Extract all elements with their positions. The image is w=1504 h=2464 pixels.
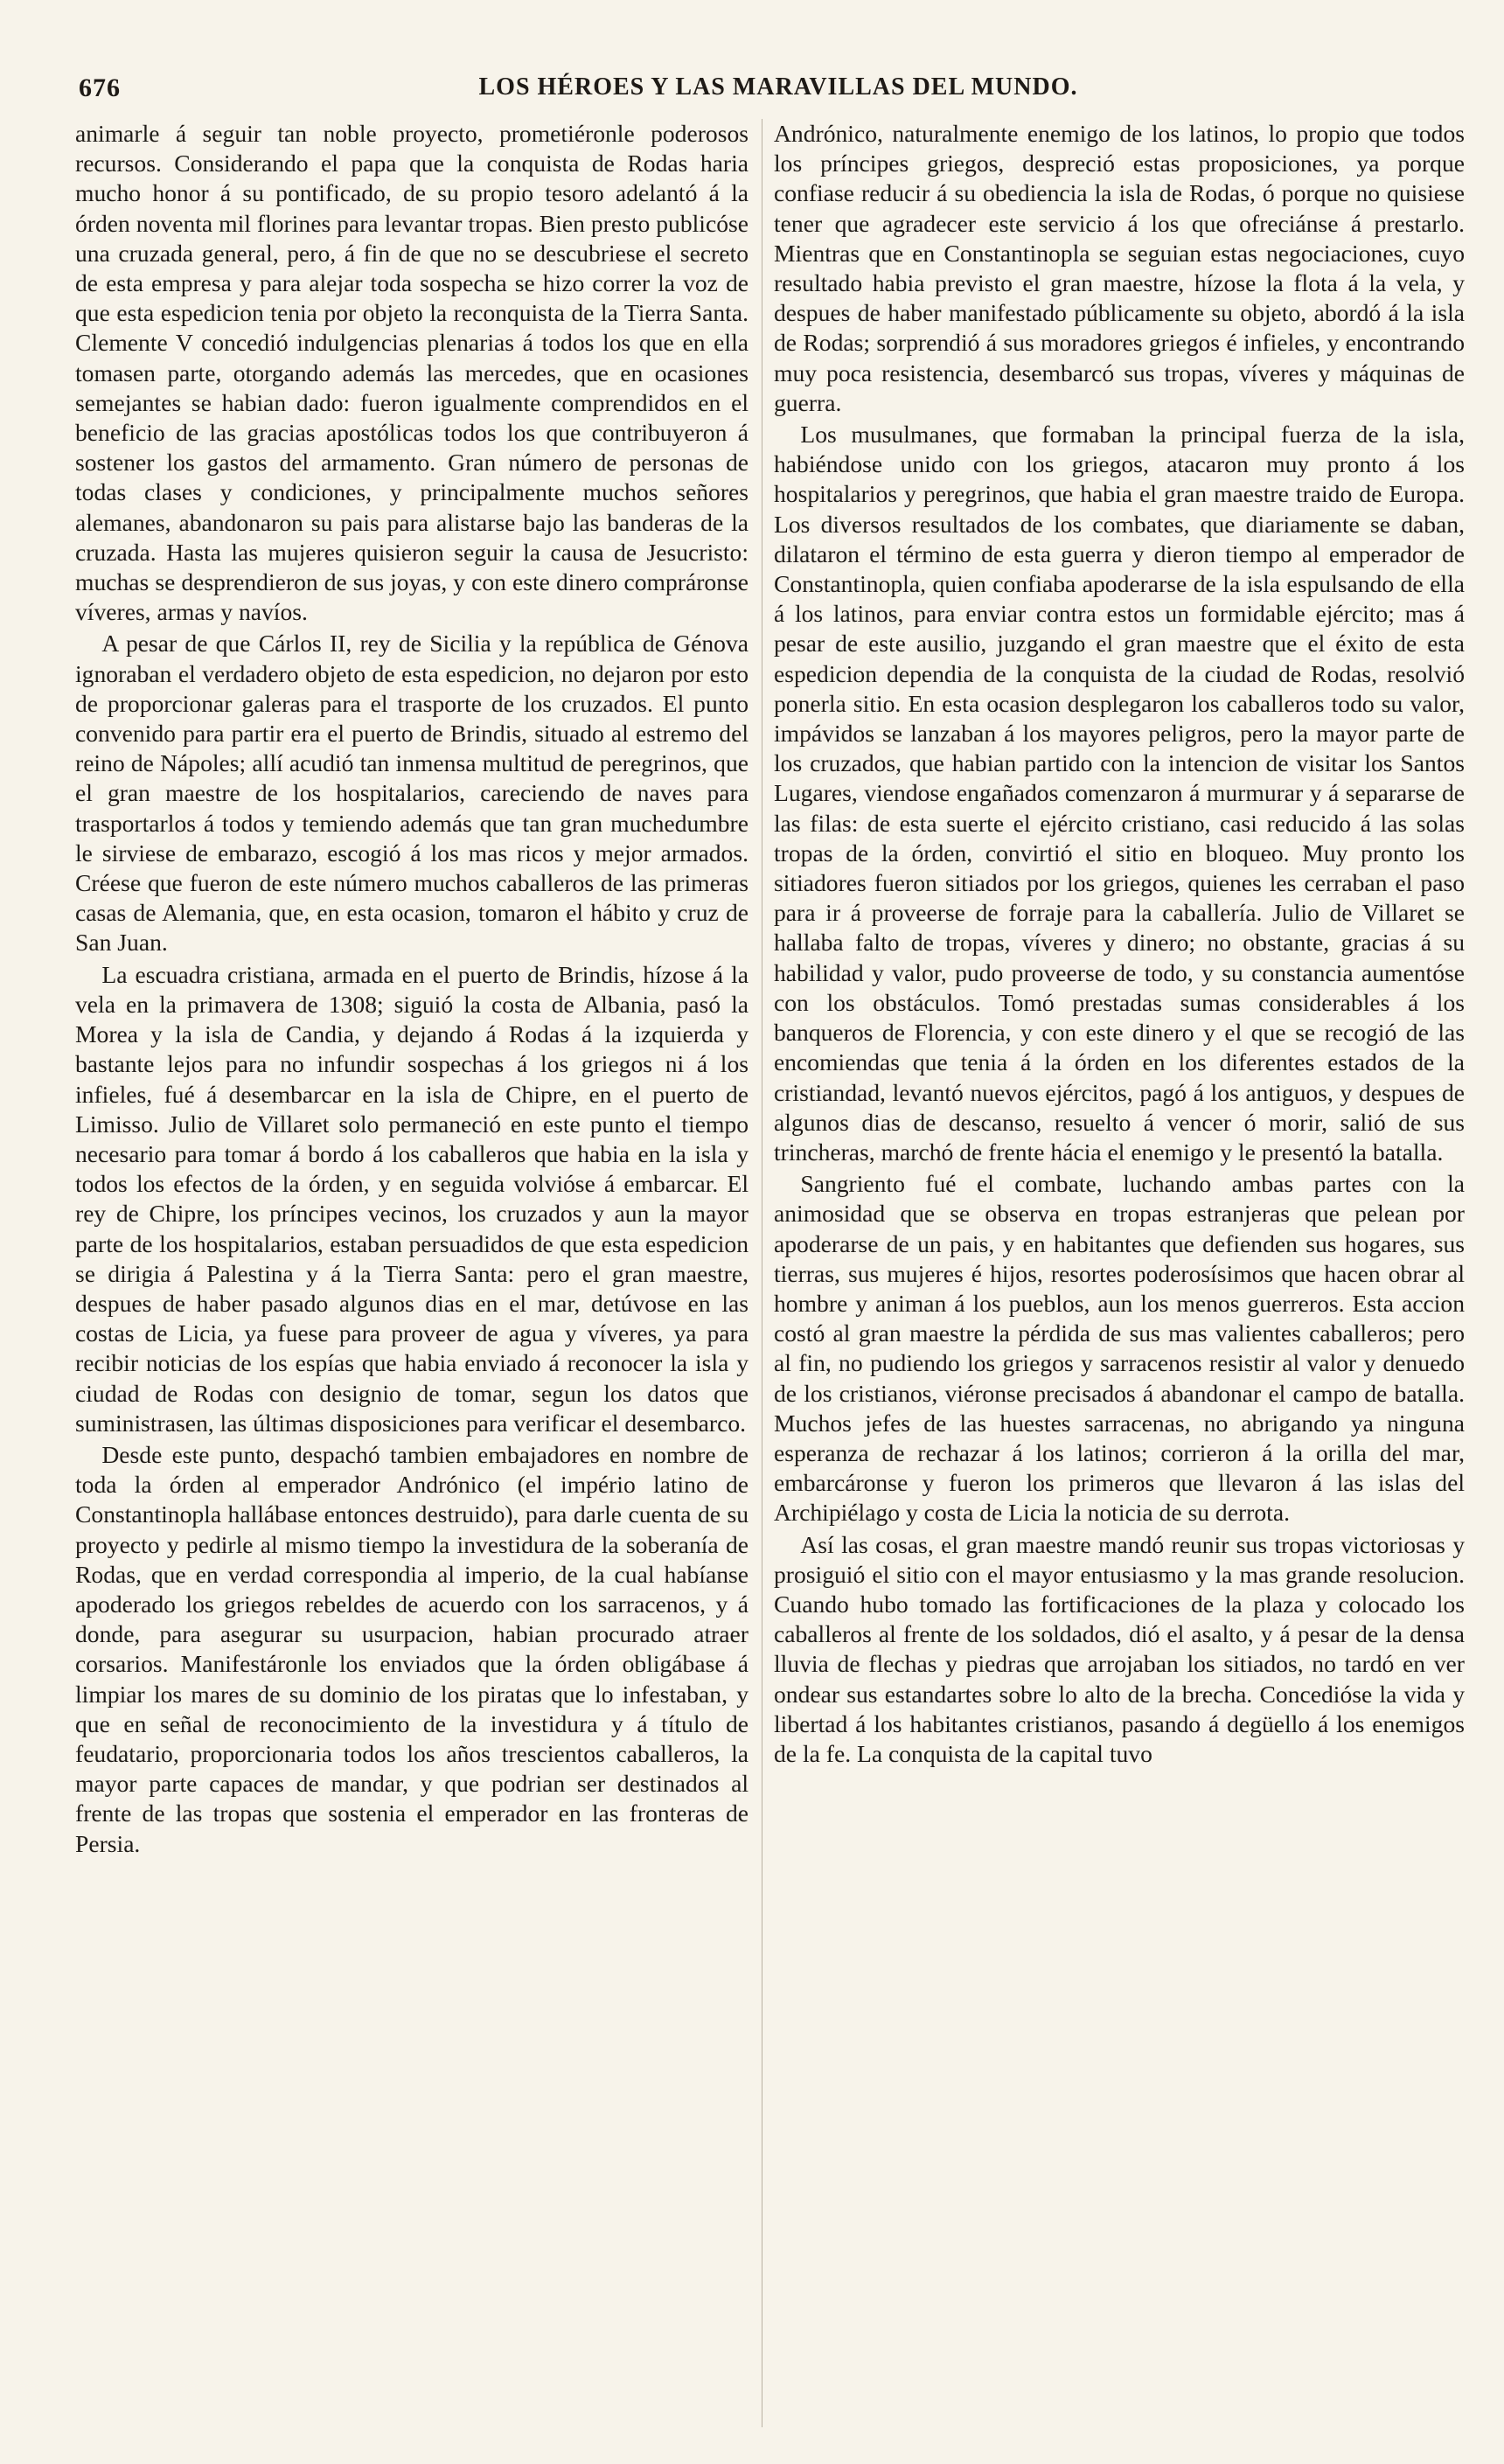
paragraph: Desde este punto, despachó tambien embajadores en nombre de toda la órden al emperador Andrónico (el império latino de Constantinopla hallábase entonces destruido), para darle cuenta de su proyecto y pedirle al mismo tiempo la investidura de la soberanía de Rodas, que en verdad correspondia al imperio, de la cual habíanse apoderado los griegos rebeldes de acuerdo con los sarracenos, y á donde, para asegurar su usurpacion, habian procurado atraer corsarios. Manifestáronle los enviados que la órden obligábase á limpiar los mares de su dominio de los piratas que lo infestaban, y que en señal de reconocimiento de la investidura y á título de feudatario, proporcionaria todos los años trescientos caballeros, la mayor parte capaces de mandar, y que podrian ser destinados al frente de las tropas que sostenia el emperador en las fronteras de Persia. [75, 1440, 749, 1857]
page-header [79, 73, 1478, 108]
paragraph: Sangriento fué el combate, luchando ambas partes con la animosidad que se observa en tropas estranjeras que pelean por apoderarse de un pais, y en habitantes que defienden sus hogares, sus tierras, sus mujeres é hijos, resortes poderosísimos que hacen obrar al hombre y animan á los pueblos, aun los menos guerreros. Esta accion costó al gran maestre la pérdida de sus mas valientes caballeros; pero al fin, no pudiendo los griegos y sarracenos resistir al valor y denuedo de los cristianos, viéronse precisados á abandonar el campo de batalla. Muchos jefes de las huestes sarracenas, no abrigando ya ninguna esperanza de rechazar á los latinos; corrieron á la orilla del mar, embarcáronse y fueron los primeros que llevaron á las islas del Archipiélago y costa de Licia la noticia de su derrota. [774, 1170, 1465, 1527]
left-column [75, 119, 749, 2427]
running-title: LOS HÉROES Y LAS MARAVILLAS DEL MUNDO. [478, 73, 1078, 101]
right-column [774, 119, 1465, 2427]
paragraph: animarle á seguir tan noble proyecto, prometiéronle poderosos recursos. Considerando el papa que la conquista de Rodas haria mucho honor á su pontificado, de su propio tesoro adelantó á la órden noventa mil florines para levantar tropas. Bien presto publicóse una cruzada general, pero, á fin de que no se descubriese el secreto de esta empresa y para alejar toda sospecha se hizo correr la voz de que esta espedicion tenia por objeto la reconquista de la Tierra Santa. Clemente V concedió indulgencias plenarias á todos los que en ella tomasen parte, otorgando además las mercedes, que en ocasiones semejantes se habian dado: fueron igualmente comprendidos en el beneficio de las gracias apostólicas todos los que contribuyeron á sostener los gastos del armamento. Gran número de personas de todas clases y condiciones, y principalmente muchos señores alemanes, abandonaron su pais para alistarse bajo las banderas de la cruzada. Hasta las mujeres quisieron seguir la causa de Jesucristo: muchas se desprendieron de sus joyas, y con este dinero compráronse víveres, armas y navíos. [75, 120, 749, 626]
paragraph: La escuadra cristiana, armada en el puerto de Brindis, hízose á la vela en la primavera de 1308; siguió la costa de Albania, pasó la Morea y la isla de Candia, y dejando á Rodas á la izquierda y bastante lejos para no infundir sospechas á los griegos ni á los infieles, fué á desembarcar en la isla de Chipre, en el puerto de Limisso. Julio de Villaret solo permaneció en este punto el tiempo necesario para tomar á bordo á los caballeros que habia en la isla y todos los efectos de la órden, y en seguida volvióse á embarcar. El rey de Chipre, los príncipes vecinos, los cruzados y aun la mayor parte de los hospitalarios, estaban persuadidos de que esta espedicion se dirigia á Palestina y á la Tierra Santa: pero el gran maestre, despues de haber pasado algunos dias en el mar, detúvose en las costas de Licia, ya fuese para proveer de agua y víveres, ya para recibir noticias de los espías que habia enviado á reconocer la isla y ciudad de Rodas con designio de tomar, segun los datos que suministrasen, las últimas disposiciones para verificar el desembarco. [75, 960, 749, 1437]
paragraph: Los musulmanes, que formaban la principal fuerza de la isla, habiéndose unido con los griegos, atacaron muy pronto á los hospitalarios y peregrinos, que habia el gran maestre traido de Europa. Los diversos resultados de los combates, que diariamente se daban, dilataron el término de esta guerra y dieron tiempo al emperador de Constantinopla, quien confiaba apoderarse de la isla espulsando de ella á los latinos, para enviar contra estos un formidable ejército; mas á pesar de este ausilio, juzgando el gran maestre que el éxito de esta espedicion dependia de la conquista de la ciudad de Rodas, resolvió ponerla sitio. En esta ocasion desplegaron los caballeros todo su valor, impávidos se lanzaban á los mayores peligros, pero la mayor parte de los cruzados, que habian partido con la intencion de visitar los Santos Lugares, viendose engañados comenzaron á murmurar y á separarse de las filas: de esta suerte el ejército cristiano, casi reducido á las solas tropas de la órden, convirtió el sitio en bloqueo. Muy pronto los sitiadores fueron sitiados por los griegos, quienes les cerraban el paso para ir á proveerse de forraje para la caballería. Julio de Villaret se hallaba falto de tropas, víveres y dinero; no obstante, gracias á su habilidad y valor, pudo proveerse de todo, y su constancia aumentóse con los obstáculos. Tomó prestadas sumas considerables á los banqueros de Florencia, y con este dinero y el que se recogió de las encomiendas que tenia á la órden en los diferentes estados de la cristiandad, levantó nuevos ejércitos, pagó á los antiguos, y despues de algunos dias de descanso, resuelto á vencer ó morir, salió de sus trincheras, marchó de frente hácia el enemigo y le presentó la batalla. [774, 421, 1465, 1166]
paragraph: Así las cosas, el gran maestre mandó reunir sus tropas victoriosas y prosiguió el sitio con el mayor entusiasmo y la mas grande resolucion. Cuando hubo tomado las fortificaciones de la plaza y colocado los caballeros al frente de los soldados, dió el asalto, y á pesar de la densa lluvia de flechas y piedras que arrojaban los sitiados, no tardó en ver ondear sus estandartes sobre lo alto de la brecha. Concedióse la vida y libertad á los habitantes cristianos, pasando á degüello á los enemigos de la fe. La conquista de la capital tuvo [774, 1530, 1465, 1767]
paragraph: Andrónico, naturalmente enemigo de los latinos, lo propio que todos los príncipes griegos, despreció estas proposiciones, ya porque confiase reducir á su obediencia la isla de Rodas, ó porque no quisiese tener que agradecer este servicio á los que ofreciánse á prestarlo. Mientras que en Constantinopla se seguian estas negociaciones, cuyo resultado habia previsto el gran maestre, hízose la flota á la vela, y despues de haber manifestado públicamente su objeto, abordó á la isla de Rodas; sorprendió á sus moradores griegos é infieles, y encontrando muy poca resistencia, desembarcó sus tropas, víveres y máquinas de guerra. [774, 120, 1465, 416]
paragraph: A pesar de que Cárlos II, rey de Sicilia y la república de Génova ignoraban el verdadero objeto de esta espedicion, no dejaron por esto de proporcionar galeras para el trasporte de los cruzados. El punto convenido para partir era el puerto de Brindis, situado al estremo del reino de Nápoles; allí acudió tan inmensa multitud de peregrinos, que el gran maestre de los hospitalarios, careciendo de naves para trasportarlos á todos y temiendo además que tan gran muchedumbre le sirviese de embarazo, escogió á los mas ricos y mejor armados. Créese que fueron de este número muchos caballeros de las primeras casas de Alemania, que, en esta ocasion, tomaron el hábito y cruz de San Juan. [75, 630, 749, 957]
page-number: 676 [79, 73, 121, 102]
